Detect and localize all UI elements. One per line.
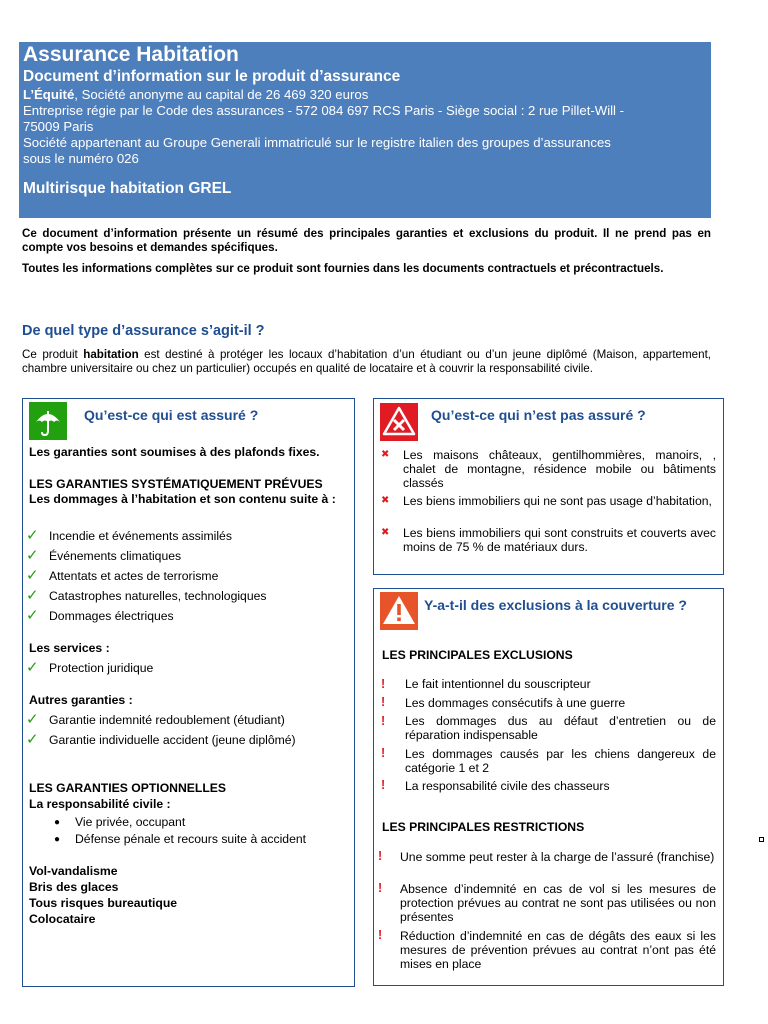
group-line: Société appartenant au Groupe Generali immatriculé sur le registre italien des groupes d’assurances — [23, 135, 611, 150]
list-item: Défense pénale et recours suite à accident — [75, 832, 307, 846]
intro-paragraph: Ce document d’information présente un résumé des principales garanties et exclusions du produit. Il ne prend pas en compte vos besoins et demandes spécifiques. — [22, 227, 711, 254]
type-text-end: est destiné à protéger les locaux d’habitation d’un étudiant ou d’un jeune diplômé (Maison, appartement, chambre universitaire ou chez un particulier) occupés en qualité de locataire et à couvrir la responsabilité civile. — [22, 348, 712, 375]
exclamation-icon: ! — [378, 881, 383, 895]
document-subtitle: Document d’information sur le produit d’assurance — [23, 68, 401, 85]
list-item: Dommages électriques — [49, 609, 174, 623]
type-section-title: De quel type d’assurance s’agit-il ? — [22, 323, 265, 339]
exclamation-icon: ! — [381, 714, 386, 728]
check-icon: ✓ — [26, 527, 39, 544]
systematic-subheading: Les dommages à l’habitation et son contenu suite à : — [29, 492, 336, 506]
list-item: Les dommages consécutifs à une guerre — [405, 696, 626, 710]
extra-guarantee: Vol-vandalisme — [29, 864, 118, 878]
check-icon: ✓ — [26, 587, 39, 604]
check-icon: ✓ — [26, 731, 39, 748]
check-icon: ✓ — [26, 547, 39, 564]
list-item: Les dommages causés par les chiens dangereux de catégorie 1 et 2 — [405, 747, 716, 775]
house-cross-icon — [380, 403, 418, 441]
bullet-icon: ● — [54, 834, 61, 845]
company-registration: Entreprise régie par le Code des assurances - 572 084 697 RCS Paris - Siège social : 2 rue Pillet-Will - — [23, 103, 625, 118]
exclamation-icon: ! — [381, 778, 386, 792]
intro-paragraph-2: Toutes les informations complètes sur ce produit sont fournies dans les documents contractuels et précontractuels. — [22, 262, 664, 275]
exclusions-title: Y-a-t-il des exclusions à la couverture ? — [424, 597, 687, 613]
list-item: Protection juridique — [49, 661, 154, 675]
company-name: L’Équité — [23, 87, 75, 102]
header-banner — [19, 42, 711, 218]
list-item: Les biens immobiliers qui sont construits et couverts avec moins de 75 % de matériaux durs. — [403, 526, 716, 554]
cross-icon: ✖ — [381, 495, 390, 506]
list-item: Réduction d’indemnité en cas de dégâts des eaux si les mesures de prévention prévues au contrat n’ont pas été mises en place — [400, 929, 716, 971]
list-item: Catastrophes naturelles, technologiques — [49, 589, 267, 603]
company-capital: , Société anonyme au capital de 26 469 320 euros — [74, 87, 369, 102]
group-number: sous le numéro 026 — [23, 151, 139, 166]
list-item: Absence d’indemnité en cas de vol si les mesures de protection prévues au contrat ne sont pas utilisées ou non présentes — [400, 882, 716, 924]
company-line — [23, 87, 707, 103]
restrictions-heading: LES PRINCIPALES RESTRICTIONS — [382, 820, 585, 834]
list-item: Attentats et actes de terrorisme — [49, 569, 219, 583]
exclamation-icon: ! — [378, 849, 383, 863]
exclamation-icon: ! — [378, 928, 383, 942]
type-text-start: Ce produit — [22, 348, 84, 361]
check-icon: ✓ — [26, 659, 39, 676]
optional-heading: LES GARANTIES OPTIONNELLES — [29, 781, 227, 795]
umbrella-icon — [29, 402, 67, 440]
type-section-text — [22, 348, 711, 375]
cross-icon: ✖ — [381, 527, 390, 538]
check-icon: ✓ — [26, 567, 39, 584]
extra-guarantee: Tous risques bureautique — [29, 896, 178, 910]
bullet-icon: ● — [54, 817, 61, 828]
list-item: La responsabilité civile des chasseurs — [405, 779, 610, 793]
list-item: Le fait intentionnel du souscripteur — [405, 677, 591, 691]
company-address: 75009 Paris — [23, 119, 94, 134]
list-item: Les dommages dus au défaut d’entretien ou de réparation indispensable — [405, 714, 716, 742]
plafonds-text: Les garanties sont soumises à des plafonds fixes. — [29, 445, 320, 459]
list-item: Événements climatiques — [49, 549, 182, 563]
covered-title: Qu’est-ce qui est assuré ? — [84, 407, 259, 423]
list-item: Les maisons châteaux, gentilhommières, manoirs, , chalet de montagne, résidence mobile ou bâtiments classés — [403, 448, 716, 490]
rc-heading: La responsabilité civile : — [29, 797, 171, 811]
warning-icon — [380, 592, 418, 630]
extra-guarantee: Bris des glaces — [29, 880, 119, 894]
extra-guarantee: Colocataire — [29, 912, 96, 926]
anchor-marker — [759, 837, 764, 842]
product-name: Multirisque habitation GREL — [23, 180, 232, 197]
autres-heading: Autres garanties : — [29, 693, 133, 707]
not-covered-title: Qu’est-ce qui n’est pas assuré ? — [431, 407, 646, 423]
list-item: Garantie individuelle accident (jeune diplômé) — [49, 733, 296, 747]
check-icon: ✓ — [26, 711, 39, 728]
list-item: Une somme peut rester à la charge de l’assuré (franchise) — [400, 850, 715, 864]
systematic-heading: LES GARANTIES SYSTÉMATIQUEMENT PRÉVUES — [29, 477, 323, 491]
check-icon: ✓ — [26, 607, 39, 624]
exclamation-icon: ! — [381, 746, 386, 760]
list-item: Les biens immobiliers qui ne sont pas usage d’habitation, — [403, 494, 712, 508]
exclamation-icon: ! — [381, 695, 386, 709]
list-item: Incendie et événements assimilés — [49, 529, 232, 543]
exclamation-icon: ! — [381, 677, 386, 691]
list-item: Garantie indemnité redoublement (étudiant) — [49, 713, 285, 727]
services-heading: Les services : — [29, 641, 110, 655]
cross-icon: ✖ — [381, 449, 390, 460]
document-title: Assurance Habitation — [23, 43, 239, 66]
type-text-bold: habitation — [83, 348, 139, 361]
list-item: Vie privée, occupant — [75, 815, 186, 829]
main-exclusions-heading: LES PRINCIPALES EXCLUSIONS — [382, 648, 573, 662]
